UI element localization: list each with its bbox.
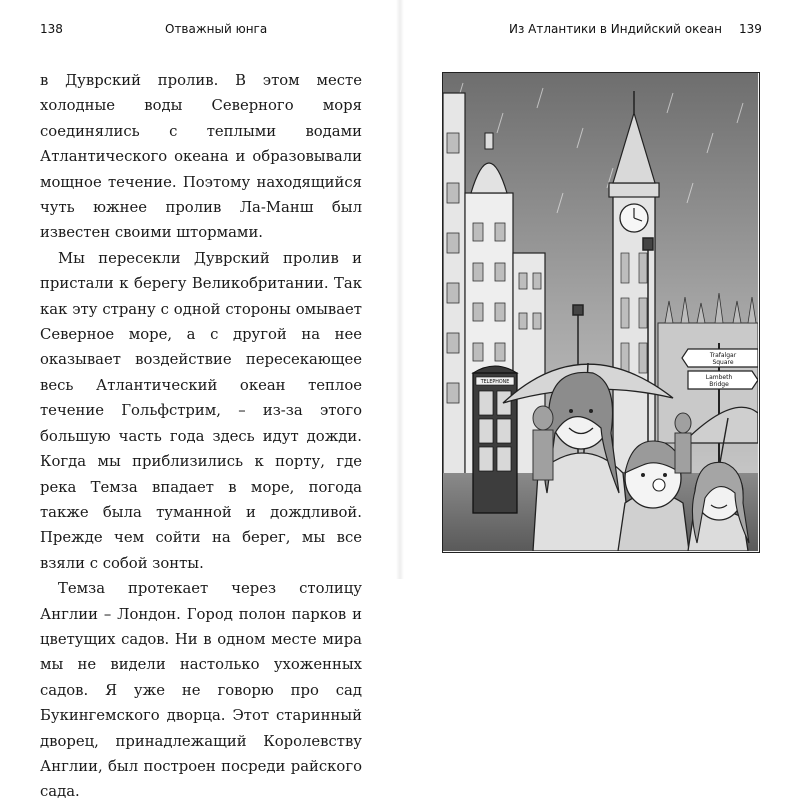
page-number-right: 139 <box>739 22 762 36</box>
right-page <box>400 0 800 579</box>
booth-label: TELEPHONE <box>480 380 510 385</box>
paragraph: в Дуврский пролив. В этом месте холодные воды Северного моря соединялись с теплыми водами Атлантического океана и образовывали мощное течение. Поэтому находящийся чуть южнее пролив Ла-Манш был известен своими штормами. <box>40 72 362 242</box>
running-title-right: Из Атлантики в Индийский океан <box>509 22 722 36</box>
london-illustration <box>442 72 760 553</box>
page-number-left: 138 <box>40 22 63 36</box>
sign-lambeth-line2: Bridge <box>709 381 729 388</box>
body-text <box>40 68 362 805</box>
sign-trafalgar-line2: Square <box>712 359 734 366</box>
left-page <box>0 0 400 801</box>
sign-trafalgar-line1: Trafalgar <box>709 352 737 359</box>
illustration-drawing <box>443 73 758 551</box>
paragraph: Мы пересекли Дуврский пролив и пристали к берегу Великобритании. Так как эту страну с одной стороны омывает Северное море, а с другой на нее оказывает воздействие пересекающее весь Атлантический океан теплое течение Гольфстрим, – из-за этого большую часть года здесь идут дожди. Когда мы приблизились к порту, где река Темза впадает в море, погода также была туманной и дождливой. Прежде чем сойти на берег, мы все взяли с собой зонты. <box>40 249 362 572</box>
running-title-left: Отважный юнга <box>165 22 268 36</box>
sign-lambeth-line1: Lambeth <box>705 374 733 381</box>
paragraph: Темза протекает через столицу Англии – Лондон. Город полон парков и цветущих садов. Ни в одном месте мира мы не видели настолько ухоженных садов. Я уже не говорю про сад Букингемского дворца. Этот старинный дворец, принадлежащий Королевству Англии, был построен посреди райского сада. <box>40 580 362 801</box>
telephone-booth <box>473 366 517 513</box>
